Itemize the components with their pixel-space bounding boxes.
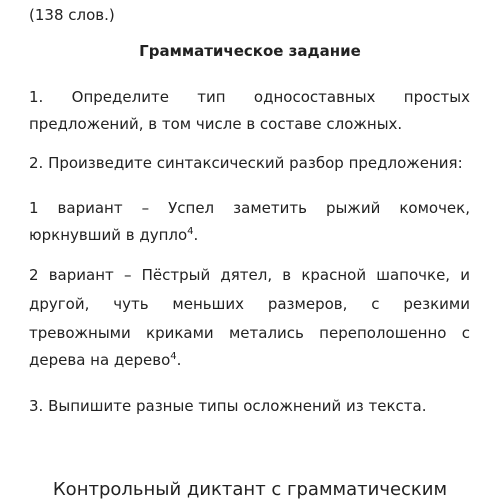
variant-1-line-2 xyxy=(29,225,198,245)
variant-2-line-1: 2 вариант – Пёстрый дятел, в красной шапочке, и xyxy=(29,266,470,284)
word-count: (138 слов.) xyxy=(29,6,115,24)
footer-title: Контрольный диктант с грамматическим xyxy=(52,479,448,500)
task-3-line-1: 3. Выпишите разные типы осложнений из текста. xyxy=(29,397,427,415)
variant-1-line-1: 1 вариант – Успел заметить рыжий комочек, xyxy=(29,199,470,217)
section-title: Грамматическое задание xyxy=(139,42,361,60)
variant-2-line-3: тревожными криками метались переполошенно с xyxy=(29,324,470,342)
footnote-mark: 4 xyxy=(170,351,177,362)
task-1-line-2: предложений, в том числе в составе сложных. xyxy=(29,115,403,133)
footnote-mark: 4 xyxy=(187,226,194,237)
task-2-line-1: 2. Произведите синтаксический разбор предложения: xyxy=(29,154,463,172)
variant-2-line-4-end: . xyxy=(176,351,182,369)
variant-1-line-2-end: . xyxy=(193,226,199,244)
variant-2-line-4-text: дерева на дерево xyxy=(29,351,171,369)
task-1-line-1: 1. Определите тип односоставных простых xyxy=(29,88,470,106)
variant-2-line-4 xyxy=(29,350,181,370)
variant-1-line-2-text: юркнувший в дупло xyxy=(29,226,188,244)
variant-2-line-2: другой, чуть меньших размеров, с резкими xyxy=(29,295,470,313)
